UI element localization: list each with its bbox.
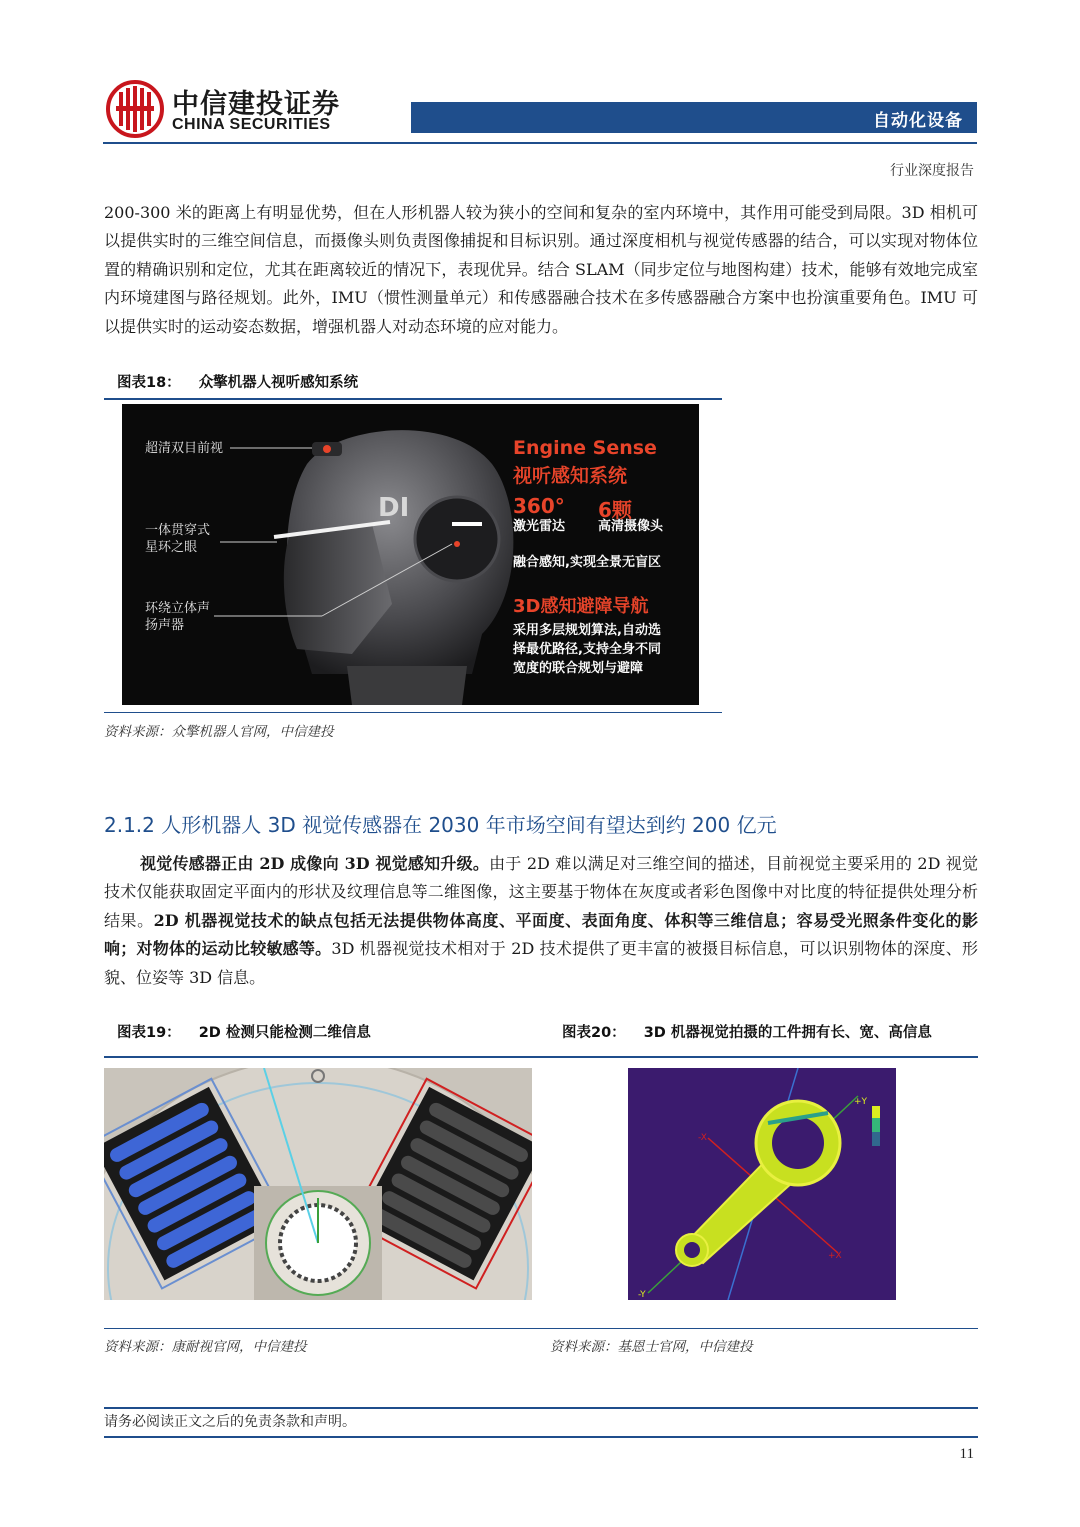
axis-label-minus-x: -X (698, 1133, 707, 1143)
footer-bottom-rule (104, 1436, 978, 1438)
label-speaker-line2: 扬声器 (145, 618, 185, 633)
figure-number: 图表19： (117, 1025, 181, 1041)
header-divider (103, 142, 977, 144)
figures-top-rule (104, 1056, 978, 1058)
bearing-2d-inspection-illustration (104, 1068, 532, 1300)
disclaimer-note: 请务必阅读正文之后的免责条款和声明。 (104, 1414, 356, 1430)
label-binocular: 超清双目前视 (145, 441, 224, 456)
body-paragraph-2 (104, 850, 978, 992)
spec-camera-value: 6颗 (598, 498, 632, 522)
figure-20-source: 资料来源：基恩士官网，中信建投 (550, 1339, 753, 1355)
figure-number: 图表20： (562, 1025, 626, 1041)
figure-title: 2D 检测只能检测二维信息 (198, 1025, 371, 1041)
report-type: 行业深度报告 (890, 163, 974, 179)
spec-camera-label: 高清摄像头 (598, 519, 664, 534)
figure-18-top-rule (104, 398, 722, 400)
figure-19-caption (117, 1021, 371, 1042)
figure-title: 众擎机器人视听感知系统 (198, 375, 359, 391)
spec-lidar-label: 激光雷达 (513, 519, 566, 534)
footer-top-rule (104, 1407, 978, 1409)
figure-18-source: 资料来源：众擎机器人官网，中信建投 (104, 724, 334, 740)
connecting-rod-3d-illustration (628, 1068, 896, 1300)
nav-line-3: 宽度的联合规划与避障 (513, 661, 644, 676)
section-heading: 2.1.2 人形机器人 3D 视觉传感器在 2030 年市场空间有望达到约 200 亿元 (104, 813, 777, 837)
nav-title: 3D感知避障导航 (513, 596, 649, 617)
svg-text:DI: DI (378, 493, 410, 523)
logo-emblem-icon (106, 80, 164, 138)
category-label: 自动化设备 (873, 111, 963, 131)
spec-lidar-value: 360° (513, 494, 565, 518)
figure-18-caption (117, 371, 358, 392)
page-number: 11 (959, 1446, 974, 1462)
label-speaker-line1: 环绕立体声 (145, 601, 211, 616)
figure-20-image (628, 1068, 896, 1300)
bold-sentence: 2D 机器视觉技术的缺点包括无法提供物体高度、平面度、表面角度、体积等三维信息；容易受光照条件变化的影响；对物体的运动比较敏感等。 (104, 910, 978, 959)
paragraph-text-1: 由于 2D 难以满足对三维空间的描述，目前视觉主要采用的 2D 视觉技术仅能获取固定平面内的形状及纹理信息等二维图像，这主要基于物体在灰度或者彩色图像中对比度的特征提供处理分析结果。 (104, 854, 978, 930)
paragraph-text: 200-300 米的距离上有明显优势，但在人形机器人较为狭小的空间和复杂的室内环境中，其作用可能受到局限。3D 相机可以提供实时的三维空间信息，而摄像头则负责图像捕捉和目标识别。通过深度相机与视觉传感器的结合，可以实现对物体位置的精确识别和定位，尤其在距离较近的情况下，表现优异。结合 SLAM（同步定位与地图构建）技术，能够有效地完成室内环境建图与路径规划。此外，IMU（惯性测量单元）和传感器融合技术在多传感器融合方案中也扮演重要角色。IMU 可以提供实时的运动姿态数据，增强机器人对动态环境的应对能力。 (104, 203, 978, 336)
figure-19-source: 资料来源：康耐视官网，中信建投 (104, 1339, 307, 1355)
brand-subtitle: 视听感知系统 (513, 465, 628, 487)
axis-label-plus-y: +Y (854, 1097, 868, 1107)
label-eye-line2: 星环之眼 (145, 540, 198, 555)
logo-text-en: CHINA SECURITIES (172, 116, 331, 133)
figure-18-bottom-rule (104, 712, 722, 713)
paragraph-text-2: 3D 机器视觉技术相对于 2D 技术提供了更丰富的被摄目标信息，可以识别物体的深度、形貌、位姿等 3D 信息。 (104, 939, 978, 987)
figure-number: 图表18： (117, 375, 181, 391)
lead-sentence: 视觉传感器正由 2D 成像向 3D 视觉感知升级。 (140, 854, 490, 873)
figure-19-image (104, 1068, 532, 1300)
category-banner (411, 102, 977, 133)
figure-title: 3D 机器视觉拍摄的工件拥有长、宽、高信息 (643, 1025, 932, 1041)
axis-label-minus-y: -Y (638, 1290, 646, 1300)
fusion-text: 融合感知,实现全景无盲区 (513, 555, 661, 570)
label-eye-line1: 一体贯穿式 (145, 523, 211, 538)
axis-label-plus-x: +X (828, 1251, 842, 1261)
figure-20-caption (562, 1021, 932, 1042)
company-logo (106, 80, 346, 140)
figures-bottom-rule (104, 1328, 978, 1329)
nav-line-2: 择最优路径,支持全身不同 (513, 642, 661, 657)
logo-text-cn: 中信建投证券 (172, 89, 340, 120)
brand-engine-sense: Engine Sense (513, 437, 657, 459)
figure-18-image (122, 404, 699, 705)
nav-line-1: 采用多层规划算法,自动选 (513, 623, 661, 638)
body-paragraph-1 (104, 199, 978, 341)
